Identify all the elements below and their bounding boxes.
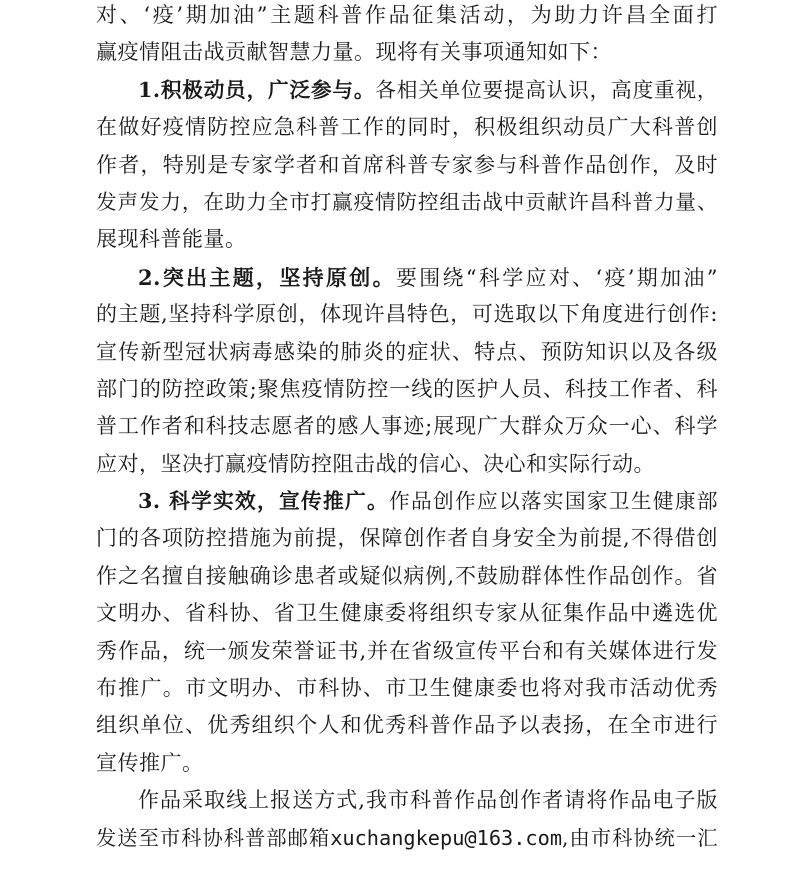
item-3-line-8: 宣传推广。 (96, 750, 204, 775)
item-3-line-5: 秀作品，统一颁发荣誉证书,并在省级宣传平台和有关媒体进行发 (96, 638, 718, 663)
item-1-line-2: 在做好疫情防控应急科普工作的同时，积极组织动员广大科普创 (96, 115, 718, 140)
item-3-line-7: 组织单位、优秀组织个人和优秀科普作品予以表扬，在全市进行 (96, 713, 718, 738)
item-2-first-line (96, 259, 718, 296)
item-2-line-3: 宣传新型冠状病毒感染的肺炎的症状、特点、预防知识以及各级 (96, 339, 718, 364)
item-1-line-3: 作者，特别是专家学者和首席科普专家参与科普作品创作，及时 (96, 152, 718, 177)
item-3-text: 作品创作应以落实国家卫生健康部 (388, 489, 718, 514)
item-1-line-5: 展现科普能量。 (96, 227, 247, 252)
intro-line-1: 对、‘疫’期加油”主题科普作品征集活动，为助力许昌全面打 (96, 3, 718, 27)
item-3-line-6: 布推广。市文明办、市科协、市卫生健康委也将对我市活动优秀 (96, 676, 718, 701)
item-1-first-line (96, 72, 718, 109)
closing-line-2 (96, 820, 718, 857)
item-1-heading: 1.积极动员，广泛参与。 (138, 77, 376, 102)
item-2-line-4: 部门的防控政策;聚焦疫情防控一线的医护人员、科技工作者、科 (96, 376, 718, 401)
document-page (96, 0, 718, 857)
item-3-first-line (96, 483, 718, 520)
item-3-line-2: 门的各项防控措施为前提，保障创作者自身安全为前提,不得借创 (96, 526, 718, 551)
item-2-line-6: 应对，坚决打赢疫情防控阻击战的信心、决心和实际行动。 (96, 451, 655, 476)
closing-suffix: ,由市科协统一汇 (562, 825, 719, 850)
item-2-line-5: 普工作者和科技志愿者的感人事迹;展现广大群众万众一心、科学 (96, 414, 718, 439)
closing-line-1: 作品采取线上报送方式,我市科普作品创作者请将作品电子版 (138, 788, 718, 813)
item-2-line-2: 的主题,坚持科学原创，体现许昌特色，可选取以下角度进行创作: (96, 302, 718, 327)
item-2-text: 要围绕“科学应对、‘疫’期加油” (395, 265, 718, 290)
item-1-text: 各相关单位要提高认识，高度重视， (375, 77, 719, 102)
item-3-line-3: 作之名擅自接触确诊患者或疑似病例,不鼓励群体性作品创作。省 (96, 563, 718, 588)
closing-prefix: 发送至市科协科普部邮箱 (96, 825, 331, 850)
item-3-heading: 3. 科学实效，宣传推广。 (138, 489, 389, 514)
item-2-heading: 2.突出主题，坚持原创。 (138, 264, 396, 290)
intro-line-2: 赢疫情阻击战贡献智慧力量。现将有关事项通知如下： (96, 40, 612, 65)
item-3-line-4: 文明办、省科协、省卫生健康委将组织专家从征集作品中遴选优 (96, 601, 718, 626)
email-address: xuchangkepu@163.com (330, 825, 563, 850)
item-1-line-4: 发声发力，在助力全市打赢疫情防控组击战中贡献许昌科普力量、 (96, 189, 718, 214)
